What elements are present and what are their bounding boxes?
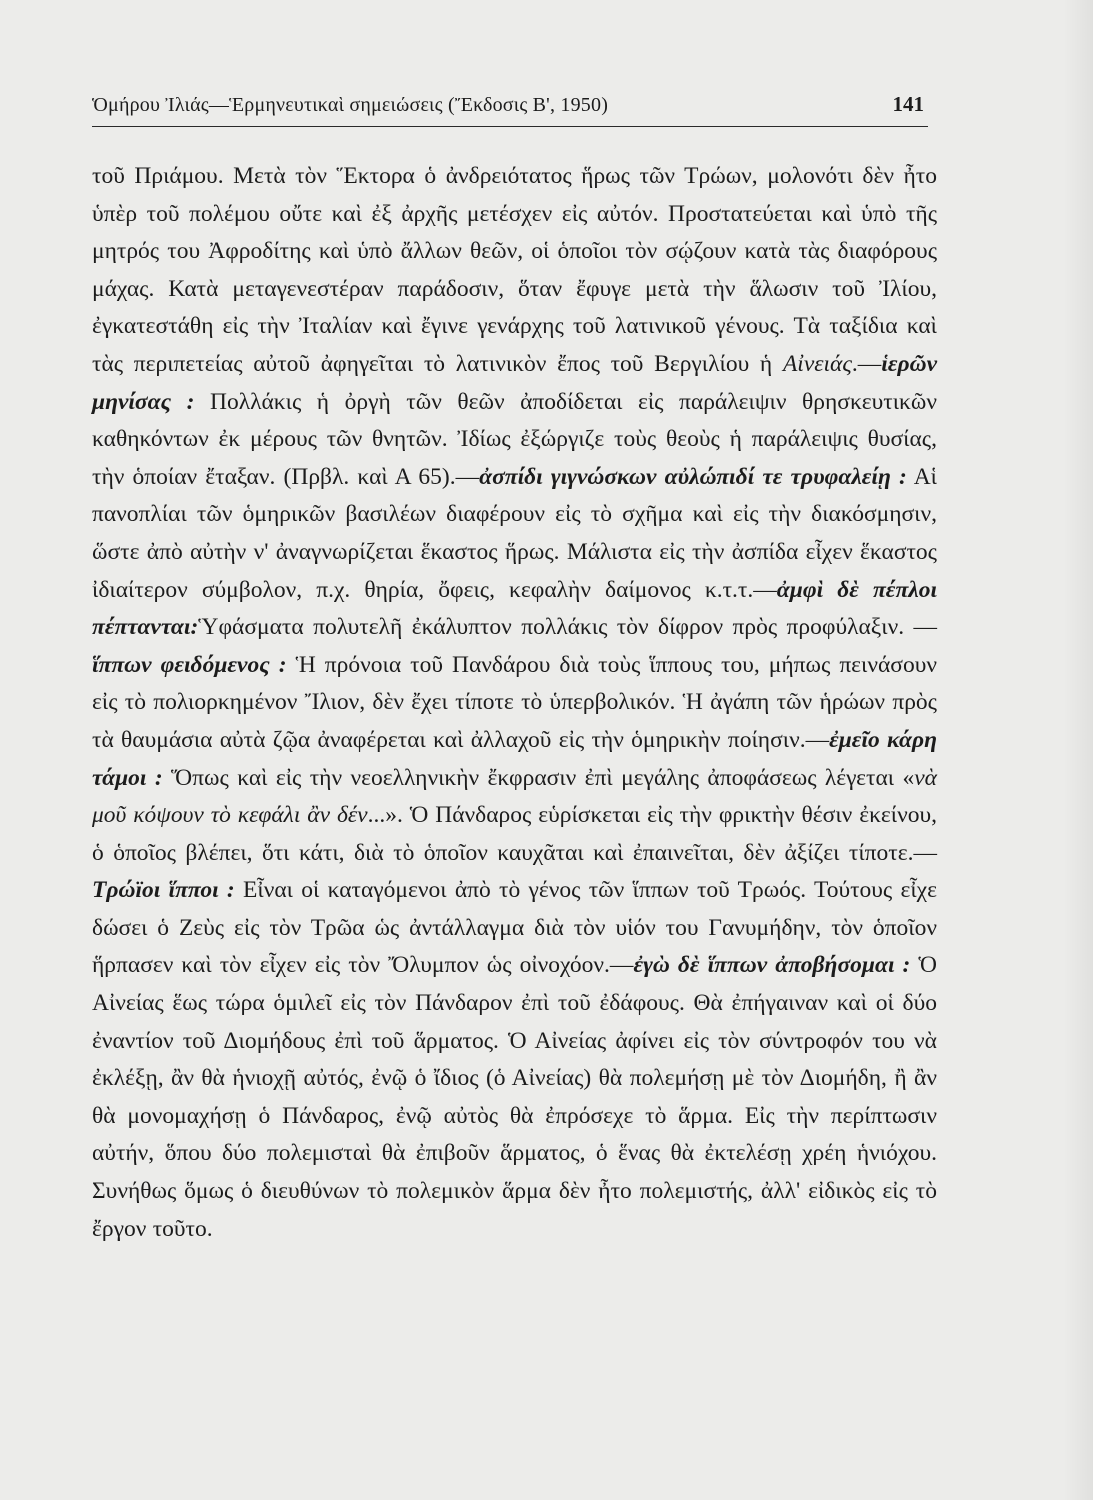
page-number: 141 <box>892 92 924 116</box>
commentary-text: Ὑφάσματα πολυτελῆ ἐκάλυπτον πολλάκις τὸν δίφρον πρὸς προφύλαξιν. — <box>198 614 937 641</box>
italic-reference: Αἰνειάς <box>782 350 852 377</box>
commentary-text: .— <box>851 350 882 377</box>
commentary-paragraph <box>92 158 937 1248</box>
commentary-text: Πολλάκις ἡ ὀργὴ τῶν θεῶν ἀποδίδεται εἰς παράλειψιν θρησκευτικῶν καθηκόντων ἐκ μέρους τῶν θνητῶν. Ἰδίως ἐξώργιζε τοὺς θεοὺς ἡ παράλειψις θυσίας, τὴν ὁποίαν ἔταξαν. (Πρβλ. καὶ Α 65).— <box>92 388 937 490</box>
lemma: ἀσπίδι γιγνώσκων αὐλώπιδί τε τρυφαλείῃ : <box>479 463 907 490</box>
lemma: Τρώϊοι ἵπποι : <box>92 877 235 904</box>
commentary-text: Ἡ πρόνοια τοῦ Πανδάρου διὰ τοὺς ἵππους του, μήπως πεινάσουν εἰς τὸ πολιορκημένον Ἴλιον, δὲν ἔχει τίποτε τὸ ὑπερβολικόν. Ἡ ἀγάπη τῶν ἡρώων πρὸς τὰ θαυμάσια αὐτὰ ζῷα ἀναφέρεται καὶ ἀλλαχοῦ εἰς τὴν ὁμηρικὴν ποίησιν.— <box>92 651 937 753</box>
commentary-text: Εἶναι οἱ καταγόμενοι ἀπὸ τὸ γένος τῶν ἵππων τοῦ Τρωός. Τούτους εἶχε δώσει ὁ Ζεὺς εἰς τὸν Τρῶα ὡς ἀντάλλαγμα διὰ τὸν υἱόν του Γανυμήδην, τὸν ὁποῖον ἥρπασεν καὶ τὸν εἶχεν εἰς τὸν Ὄλυμπον ὡς οἰνοχόον.— <box>92 877 937 979</box>
lemma: ἀμφὶ δὲ πέπλοι πέπτανται: <box>92 576 937 641</box>
running-header <box>92 92 928 127</box>
italic-reference: νὰ μοῦ κόψουν τὸ κεφάλι ἂν δέν <box>92 764 938 829</box>
lemma: ἱερῶν μηνίσας : <box>92 350 937 415</box>
commentary-text: Ὅπως καὶ εἰς τὴν νεοελληνικὴν ἔκφρασιν ἐπὶ μεγάλης ἀποφάσεως λέγεται « <box>162 764 915 791</box>
lemma: ἵππων φειδόμενος : <box>92 651 287 678</box>
commentary-text: Ὁ Αἰνείας ἕως τώρα ὁμιλεῖ εἰς τὸν Πάνδαρον ἐπὶ τοῦ ἐδάφους. Θὰ ἐπήγαιναν καὶ οἱ δύο ἐναντίον τοῦ Διομήδους ἐπὶ τοῦ ἅρματος. Ὁ Αἰνείας ἀφίνει εἰς τὸν σύντροφόν του νὰ ἐκλέξῃ, ἂν θὰ ἡνιοχῇ αὐτός, ἐνῷ ὁ ἴδιος (ὁ Αἰνείας) θὰ πολεμήσῃ μὲ τὸν Διομήδη, ἢ ἂν θὰ μονομαχήσῃ ὁ Πάνδαρος, ἐνῷ αὐτὸς θὰ ἐπρόσεχε τὸ ἅρμα. Εἰς τὴν περίπτωσιν αὐτήν, ὅπου δύο πολεμισταὶ θὰ ἐπιβοῦν ἅρματος, ὁ ἕνας θὰ ἐκτελέσῃ χρέη ἡνιόχου. Συνήθως ὅμως ὁ διευθύνων τὸ πολεμικὸν ἅρμα δὲν ἦτο πολεμιστής, ἀλλ' εἰδικὸς εἰς τὸ ἔργον τοῦτο. <box>92 952 937 1242</box>
page-edge-shadow <box>1063 0 1093 1500</box>
lemma: ἐγὼ δὲ ἵππων ἀποβήσομαι : <box>633 952 911 979</box>
commentary-text: τοῦ Πριάμου. Μετὰ τὸν Ἕκτορα ὁ ἀνδρειότατος ἥρως τῶν Τρώων, μολονότι δὲν ἦτο ὑπὲρ τοῦ πολέμου οὔτε καὶ ἐξ ἀρχῆς μετέσχεν εἰς αὐτόν. Προστατεύεται καὶ ὑπὸ τῆς μητρός του Ἀφροδίτης καὶ ὑπὸ ἄλλων θεῶν, οἱ ὁποῖοι τὸν σῴζουν κατὰ τὰς διαφόρους μάχας. Κατὰ μεταγενεστέραν παράδοσιν, ὅταν ἔφυγε μετὰ τὴν ἅλωσιν τοῦ Ἰλίου, ἐγκατεστάθη εἰς τὴν Ἰταλίαν καὶ ἔγινε γενάρχης τοῦ λατινικοῦ γένους. Τὰ ταξίδια καὶ τὰς περιπετείας αὐτοῦ ἀφηγεῖται τὸ λατινικὸν ἔπος τοῦ Βεργιλίου ἡ <box>92 163 937 377</box>
commentary-text: ...». Ὁ Πάνδαρος εὑρίσκεται εἰς τὴν φρικτὴν θέσιν ἐκείνου, ὁ ὁποῖος βλέπει, ὅτι κάτι, διὰ τὸ ὁποῖον καυχᾶται καὶ ἐπαινεῖται, δὲν ἀξίζει τίποτε.— <box>92 802 937 866</box>
running-title: Ὁμήρου Ἰλιάς—Ἑρμηνευτικαὶ σημειώσεις (Ἔκδοσις Β', 1950) <box>92 94 609 116</box>
commentary-text: Αἱ πανοπλίαι τῶν ὁμηρικῶν βασιλέων διαφέρουν εἰς τὸ σχῆμα καὶ εἰς τὴν διακόσμησιν, ὥστε ἀπὸ αὐτὴν ν' ἀναγνωρίζεται ἕκαστος ἥρως. Μάλιστα εἰς τὴν ἀσπίδα εἶχεν ἕκαστος ἰδιαίτερον σύμβολον, π.χ. θηρία, ὄφεις, κεφαλὴν δαίμονος κ.τ.τ.— <box>92 463 938 603</box>
lemma: ἐμεῖο κάρη τάμοι : <box>92 726 937 791</box>
